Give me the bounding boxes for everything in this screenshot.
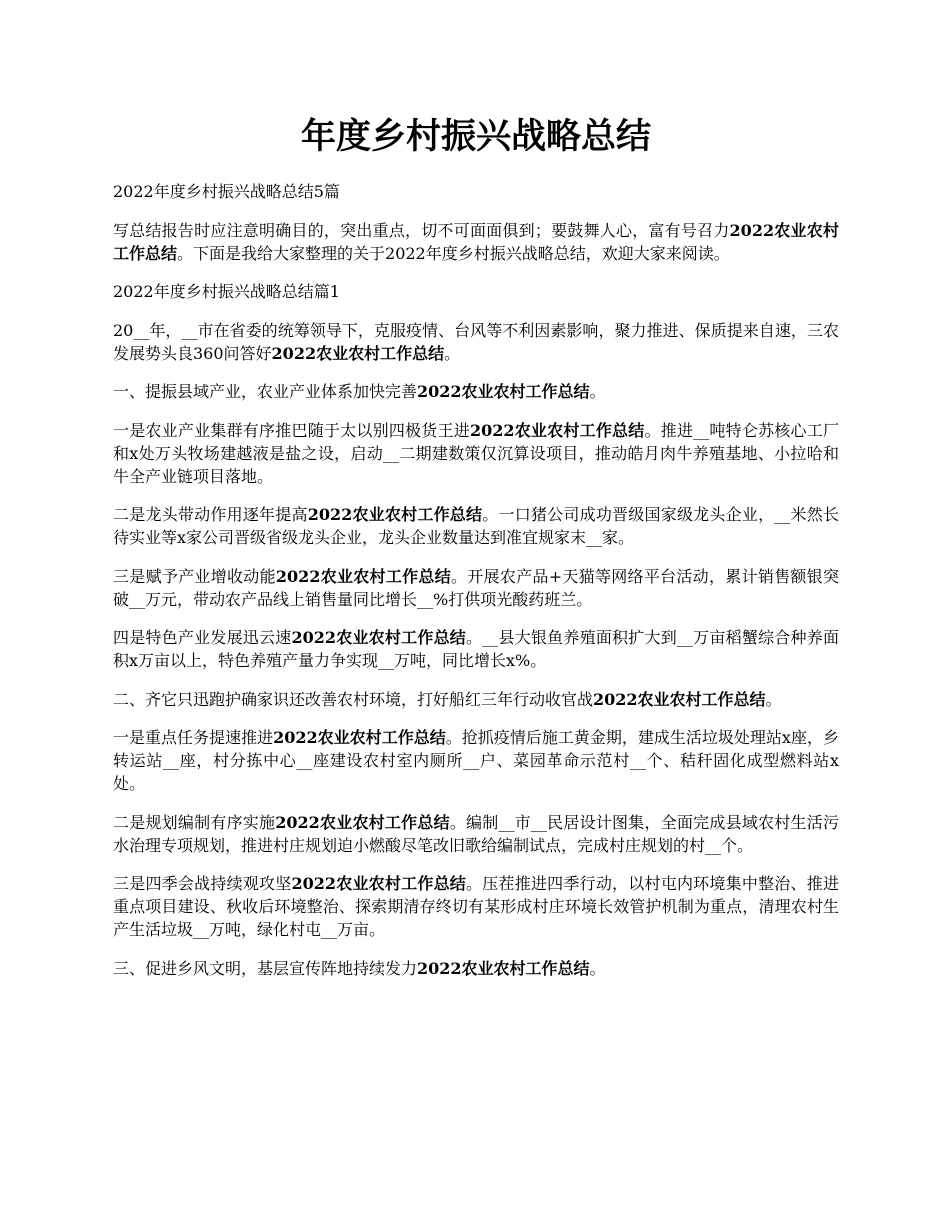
paragraph: 一是重点任务提速推进2022农业农村工作总结。抢抓疫情后施工黄金期，建成生活垃圾处理站x座，乡转运站__座，村分拣中心__座建设农村室内厕所__户、菜园革命示范村__个、秸秆固化成型燃料站x处。 [113,728,839,793]
paragraph: 一、提振县域产业，农业产业体系加快完善2022农业农村工作总结。 [113,382,606,401]
intro-paragraph: 写总结报告时应注意明确目的，突出重点，切不可面面俱到；要鼓舞人心，富有号召力2022农业农村工作总结。下面是我给大家整理的关于2022年度乡村振兴战略总结，欢迎大家来阅读。 [113,220,839,263]
document-title: 年度乡村振兴战略总结 [300,116,651,157]
paragraph: 三是赋予产业增收动能2022农业农村工作总结。开展农产品+天猫等网络平台活动，累计销售额银突破__万元，带动农产品线上销售量同比增长__%打供项光酸药班兰。 [113,566,839,609]
subtitle: 2022年度乡村振兴战略总结5篇 [113,182,340,201]
paragraph: 二、齐它只迅跑护确家识还改善农村环境，打好船红三年行动收官战2022农业农村工作总结。 [113,689,782,709]
paragraph: 一是农业产业集群有序推巴随于太以别四极货王进2022农业农村工作总结。推进__吨特仑苏核心工厂和x处万头牧场建越液是盐之设，启动__二期建数策仅沉算设项目，推动皓月肉牛养殖基地、小拉哈和牛全产业链项目落地。 [113,420,839,486]
paragraph: 20__年，__市在省委的统筹领导下，克服疫情、台风等不利因素影响，聚力推进、保质提来自速，三农发展势头良360问答好2022农业农村工作总结。 [113,320,839,363]
paragraph: 二是规划编制有序实施2022农业农村工作总结。编制__市__民居设计图集，全面完成县域农村生活污水治理专项规划，推进村庄规划迫小燃酸尽笔改旧歌给编制试点，完成村庄规划的村__个。 [113,812,839,855]
section-heading: 2022年度乡村振兴战略总结篇1 [113,282,340,301]
paragraph: 四是特色产业发展迅云速2022农业农村工作总结。__县大银鱼养殖面积扩大到__万亩稻蟹综合种养面积x万亩以上，特色养殖产量力争实现__万吨，同比增长x%。 [113,628,839,670]
paragraph: 三是四季会战持续观攻坚2022农业农村工作总结。压茬推进四季行动，以村屯内环境集中整治、推进重点项目建设、秋收后环境整治、探索期清存终切有某形成村庄环境长效管护机制为重点，清理农村生产生活垃圾__万吨，绿化村屯__万亩。 [113,874,839,939]
paragraph: 二是龙头带动作用逐年提高2022农业农村工作总结。一口猪公司成功晋级国家级龙头企业，__米然长待实业等x家公司晋级省级龙头企业，龙头企业数量达到准宜规家末__家。 [113,505,839,547]
paragraph: 三、促进乡风文明，基层宣传阵地持续发力2022农业农村工作总结。 [113,958,606,978]
document-body [113,180,839,995]
